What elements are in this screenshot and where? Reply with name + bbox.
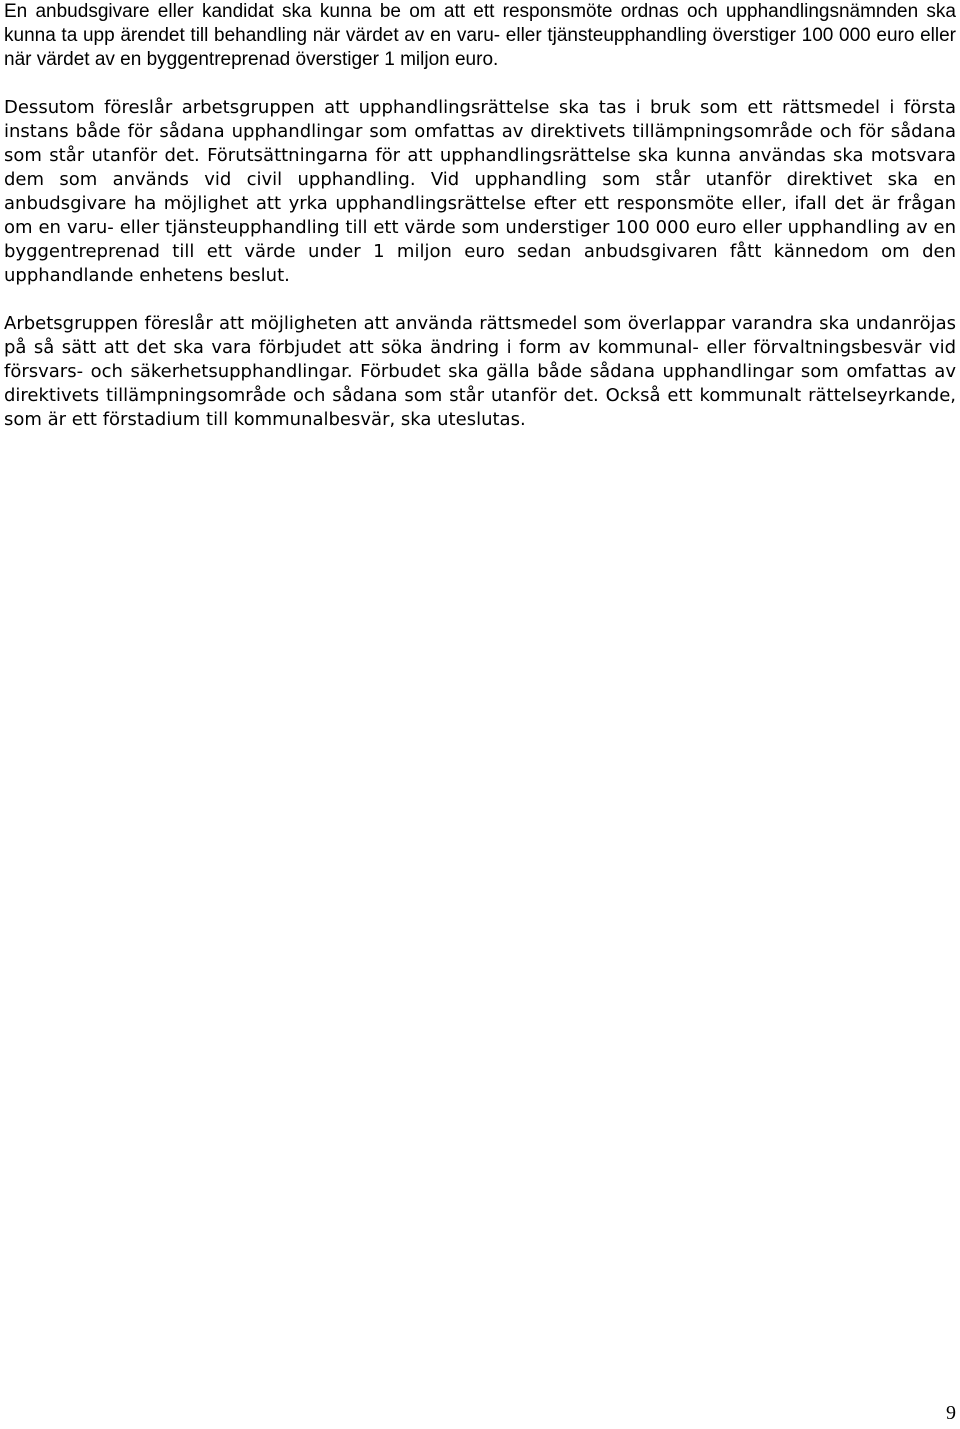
paragraph-procurement-rectification: Dessutom föreslår arbetsgruppen att upphandlingsrättelse ska tas i bruk som ett rättsmedel i första instans både för sådana upphandlingar som omfattas av direktivets tillämpningsområde och för sådana som står utanför det. Förutsättningarna för att upphandlingsrättelse ska kunna användas ska motsvara dem som används vid civil upphandling. Vid upphandling som står utanför direktivet ska en anbudsgivare ha möjlighet att yrka upphandlingsrättelse efter ett responsmöte eller, ifall det är frågan om en varu- eller tjänsteupphandling till ett värde som understiger 100 000 euro eller upphandling av en byggentreprenad till ett värde under 1 miljon euro sedan anbudsgivaren fått kännedom om den upphandlande enhetens beslut. <box>4 97 956 286</box>
document-page <box>4 0 956 432</box>
paragraph-overlapping-remedies: Arbetsgruppen föreslår att möjligheten att använda rättsmedel som överlappar varandra ska undanröjas på så sätt att det ska vara förbjudet att söka ändring i form av kommunal- eller förvaltningsbesvär vid försvars- och säkerhetsupphandlingar. Förbudet ska gälla både sådana upphandlingar som omfattas av direktivets tillämpningsområde och sådana som står utanför det. Också ett kommunalt rättelseyrkande, som är ett förstadium till kommunalbesvär, ska uteslutas. <box>4 313 956 430</box>
page-number: 9 <box>946 1402 956 1424</box>
paragraph-response-meeting: En anbudsgivare eller kandidat ska kunna be om att ett responsmöte ordnas och upphandlingsnämnden ska kunna ta upp ärendet till behandling när värdet av en varu- eller tjänsteupphandling överstiger 100 000 euro eller när värdet av en byggentreprenad överstiger 1 miljon euro. <box>4 1 956 70</box>
